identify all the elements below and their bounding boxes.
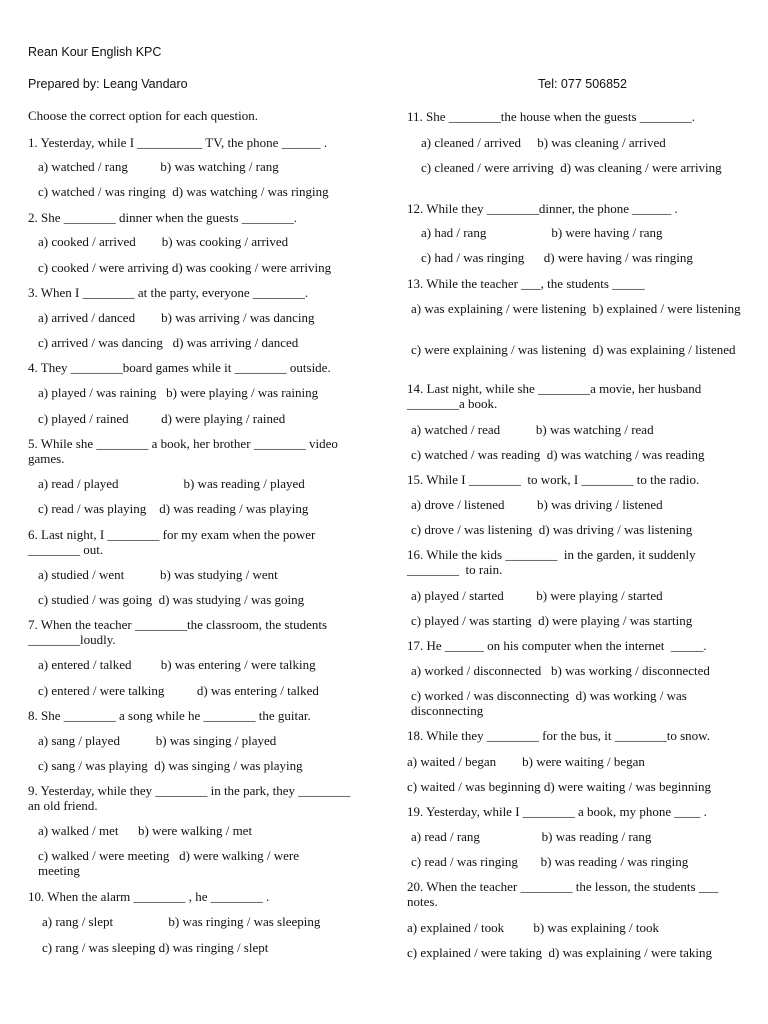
question-15: 15. While I ________ to work, I ________ to the radio. — [407, 472, 700, 487]
question-18-options-ab: a) waited / began b) were waiting / began — [407, 754, 645, 769]
instruction: Choose the correct option for each question. — [28, 108, 258, 123]
question-16-options-cd: c) played / was starting d) were playing / was starting — [411, 613, 693, 628]
question-14-options-ab: a) watched / read b) was watching / read — [411, 422, 654, 437]
question-6-options-ab: a) studied / went b) was studying / went — [38, 567, 278, 582]
question-13-options-ab: a) was explaining / were listening b) explained / were listening — [411, 301, 741, 316]
question-8-options-cd: c) sang / was playing d) was singing / was playing — [38, 758, 303, 773]
question-11-options-cd: c) cleaned / were arriving d) was cleaning / were arriving — [421, 160, 722, 175]
question-19: 19. Yesterday, while I ________ a book, my phone ____ . — [407, 804, 707, 819]
question-12-options-cd: c) had / was ringing d) were having / was ringing — [421, 250, 693, 265]
question-14: 14. Last night, while she ________a movie, her husband ________a book. — [407, 381, 702, 411]
question-2: 2. She ________ dinner when the guests ________. — [28, 210, 298, 225]
question-8-options-ab: a) sang / played b) was singing / played — [38, 733, 277, 748]
question-7-options-ab: a) entered / talked b) was entering / were talking — [38, 657, 316, 672]
question-4: 4. They ________board games while it ________ outside. — [28, 360, 331, 375]
question-8: 8. She ________ a song while he ________ the guitar. — [28, 708, 311, 723]
question-20-options-cd: c) explained / were taking d) was explaining / were taking — [407, 945, 713, 960]
question-7: 7. When the teacher ________the classroom, the students ________loudly. — [28, 617, 328, 647]
question-10-options-cd: c) rang / was sleeping d) was ringing / slept — [42, 940, 269, 955]
question-16-options-ab: a) played / started b) were playing / started — [411, 588, 663, 603]
question-1-options-ab: a) watched / rang b) was watching / rang — [38, 159, 279, 174]
prepared-by: Prepared by: Leang Vandaro — [28, 77, 188, 91]
question-20-options-ab: a) explained / took b) was explaining / took — [407, 920, 660, 935]
question-5: 5. While she ________ a book, her brother ________ video games. — [28, 436, 338, 466]
question-13: 13. While the teacher ___, the students _____ — [407, 276, 645, 291]
question-14-options-cd: c) watched / was reading d) was watching / was reading — [411, 447, 705, 462]
question-1-options-cd: c) watched / was ringing d) was watching / was ringing — [38, 184, 329, 199]
question-1: 1. Yesterday, while I __________ TV, the phone ______ . — [28, 135, 328, 150]
question-3-options-cd: c) arrived / was dancing d) was arriving / danced — [38, 335, 299, 350]
question-19-options-cd: c) read / was ringing b) was reading / was ringing — [411, 854, 689, 869]
question-12-options-ab: a) had / rang b) were having / rang — [421, 225, 663, 240]
question-2-options-ab: a) cooked / arrived b) was cooking / arrived — [38, 234, 289, 249]
question-10-options-ab: a) rang / slept b) was ringing / was sleeping — [42, 914, 321, 929]
question-10: 10. When the alarm ________ , he ________ . — [28, 889, 270, 904]
school-name: Rean Kour English KPC — [28, 45, 162, 59]
question-2-options-cd: c) cooked / were arriving d) was cooking / were arriving — [38, 260, 332, 275]
question-3: 3. When I ________ at the party, everyone ________. — [28, 285, 309, 300]
question-5-options-ab: a) read / played b) was reading / played — [38, 476, 305, 491]
question-11-options-ab: a) cleaned / arrived b) was cleaning / arrived — [421, 135, 666, 150]
question-5-options-cd: c) read / was playing d) was reading / was playing — [38, 501, 309, 516]
question-4-options-cd: c) played / rained d) were playing / rained — [38, 411, 286, 426]
question-9-options-cd: c) walked / were meeting d) were walking / were meeting — [38, 848, 303, 878]
question-18: 18. While they ________ for the bus, it ________to snow. — [407, 728, 710, 743]
question-13-options-cd: c) were explaining / was listening d) was explaining / listened — [411, 342, 736, 357]
question-9-options-ab: a) walked / met b) were walking / met — [38, 823, 253, 838]
question-19-options-ab: a) read / rang b) was reading / rang — [411, 829, 652, 844]
question-16: 16. While the kids ________ in the garden, it suddenly ________ to rain. — [407, 547, 699, 577]
question-12: 12. While they ________dinner, the phone ______ . — [407, 201, 678, 216]
question-3-options-ab: a) arrived / danced b) was arriving / was dancing — [38, 310, 315, 325]
question-17-options-cd: c) worked / was disconnecting d) was working / was disconnecting — [411, 688, 691, 718]
telephone: Tel: 077 506852 — [538, 77, 627, 91]
question-9: 9. Yesterday, while they ________ in the park, they ________ an old friend. — [28, 783, 351, 813]
question-15-options-cd: c) drove / was listening d) was driving / was listening — [411, 522, 693, 537]
question-15-options-ab: a) drove / listened b) was driving / listened — [411, 497, 663, 512]
question-17-options-ab: a) worked / disconnected b) was working / disconnected — [411, 663, 710, 678]
question-4-options-ab: a) played / was raining b) were playing / was raining — [38, 385, 319, 400]
question-20: 20. When the teacher ________ the lesson, the students ___ notes. — [407, 879, 725, 909]
question-6: 6. Last night, I ________ for my exam when the power ________ out. — [28, 527, 316, 557]
question-6-options-cd: c) studied / was going d) was studying / was going — [38, 592, 305, 607]
question-18-options-cd: c) waited / was beginning d) were waiting / was beginning — [407, 779, 711, 794]
question-17: 17. He ______ on his computer when the internet _____. — [407, 638, 707, 653]
question-7-options-cd: c) entered / were talking d) was entering / talked — [38, 683, 319, 698]
question-11: 11. She ________the house when the guests ________. — [407, 109, 696, 124]
